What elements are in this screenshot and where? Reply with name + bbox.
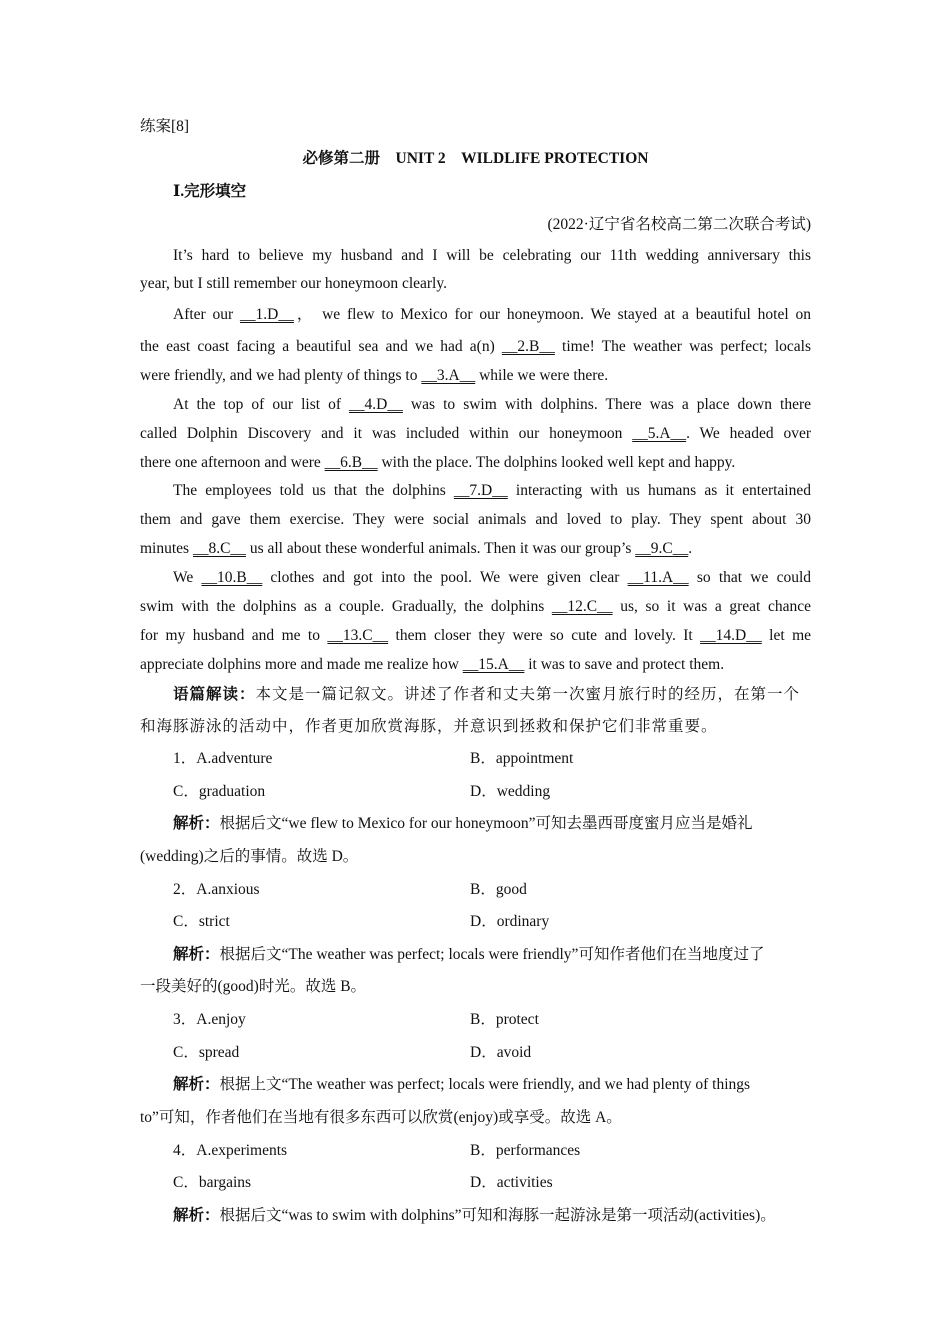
passage-line: year, but I still remember our honeymoon clearly. bbox=[140, 275, 447, 292]
blank-answer-11: __11.A__ bbox=[627, 569, 689, 586]
option-c: C．strict bbox=[173, 913, 230, 930]
blank-answer-15: __15.A__ bbox=[462, 656, 525, 673]
explanation: 解析：根据后文“was to swim with dolphins”可知和海豚一起游泳是第一项活动(activities)。 bbox=[173, 1207, 776, 1224]
option-d: D．ordinary bbox=[470, 913, 550, 930]
explanation: 解析：根据后文“we flew to Mexico for our honeymoon”可知去墨西哥度蜜月应当是婚礼 bbox=[173, 815, 753, 832]
explanation: 解析：根据上文“The weather was perfect; locals were friendly, and we had plenty of things bbox=[173, 1076, 751, 1093]
blank-answer-7: __7.D__ bbox=[453, 482, 508, 499]
blank-answer-9: __9.C__ bbox=[635, 540, 689, 557]
passage-line: At the top of our list of __4.D__ was to swim with dolphins. There was a place down there bbox=[173, 396, 811, 413]
reading-guide-line: 和海豚游泳的活动中，作者更加欣赏海豚，并意识到拯救和保护它们非常重要。 bbox=[140, 718, 718, 735]
reading-guide: 语篇解读：本文是一篇记叙文。讲述了作者和丈夫第一次蜜月旅行时的经历，在第一个 bbox=[173, 686, 801, 703]
passage-line: appreciate dolphins more and made me realize how __15.A__ it was to save and protect them. bbox=[140, 656, 725, 673]
passage-line: there one afternoon and were __6.B__ with the place. The dolphins looked well kept and happy. bbox=[140, 454, 736, 471]
blank-answer-8: __8.C__ bbox=[192, 540, 246, 557]
option-d: D．avoid bbox=[470, 1044, 532, 1061]
option-c: C．graduation bbox=[173, 783, 266, 800]
explanation: 解析：根据后文“The weather was perfect; locals were friendly”可知作者他们在当地度过了 bbox=[173, 946, 765, 963]
blank-answer-10: __10.B__ bbox=[201, 569, 263, 586]
option-a: 1．A.adventure bbox=[173, 750, 273, 767]
lesson-label: 练案[8] bbox=[140, 118, 190, 135]
option-a: 4．A.experiments bbox=[173, 1142, 288, 1159]
option-d: D．wedding bbox=[470, 783, 551, 800]
blank-answer-4: __4.D__ bbox=[349, 396, 403, 413]
passage-line: called Dolphin Discovery and it was included within our honeymoon __5.A__. We headed over bbox=[140, 425, 811, 442]
question-options-row bbox=[173, 1173, 811, 1193]
section-heading: Ⅰ.完形填空 bbox=[173, 183, 247, 200]
passage-line: for my husband and me to __13.C__ them closer they were so cute and lovely. It __14.D__ let me bbox=[140, 627, 812, 644]
source-citation: (2022·辽宁省名校高二第二次联合考试) bbox=[547, 216, 811, 233]
question-options-row bbox=[173, 1043, 811, 1063]
unit-title: 必修第二册 UNIT 2 WILDLIFE PROTECTION bbox=[302, 150, 649, 167]
option-a: 3．A.enjoy bbox=[173, 1011, 246, 1028]
blank-answer-14: __14.D__ bbox=[700, 627, 762, 644]
option-a: 2．A.anxious bbox=[173, 881, 260, 898]
blank-answer-5: __5.A__ bbox=[632, 425, 687, 442]
option-c: C．spread bbox=[173, 1044, 240, 1061]
passage-line: minutes __8.C__ us all about these wonderful animals. Then it was our group’s __9.C__. bbox=[140, 540, 693, 557]
passage-line: were friendly, and we had plenty of things to __3.A__ while we were there. bbox=[140, 367, 609, 384]
question-options-row bbox=[173, 1010, 811, 1030]
question-options-row bbox=[173, 912, 811, 932]
passage-line: It’s hard to believe my husband and I will be celebrating our 11th wedding anniversary this bbox=[173, 247, 811, 264]
option-b: B．performances bbox=[470, 1142, 581, 1159]
blank-answer-1: __1.D__ bbox=[240, 306, 294, 323]
question-options-row bbox=[173, 782, 811, 802]
blank-answer-2: __2.B__ bbox=[501, 338, 555, 355]
option-b: B．protect bbox=[470, 1011, 539, 1028]
passage-line: swim with the dolphins as a couple. Gradually, the dolphins __12.C__ us, so it was a great chance bbox=[140, 598, 811, 615]
question-options-row bbox=[173, 880, 811, 900]
passage-line: them and gave them exercise. They were social animals and loved to play. They spent about 30 bbox=[140, 511, 811, 528]
option-b: B．appointment bbox=[470, 750, 574, 767]
passage-line: the east coast facing a beautiful sea and we had a(n) __2.B__ time! The weather was perfect; locals bbox=[140, 338, 811, 355]
passage-line: The employees told us that the dolphins __7.D__ interacting with us humans as it entertained bbox=[173, 482, 811, 499]
blank-answer-3: __3.A__ bbox=[421, 367, 476, 384]
blank-answer-13: __13.C__ bbox=[327, 627, 389, 644]
option-b: B．good bbox=[470, 881, 527, 898]
question-options-row bbox=[173, 749, 811, 769]
explanation-line: (wedding)之后的事情。故选 D。 bbox=[140, 848, 359, 865]
blank-answer-12: __12.C__ bbox=[551, 598, 613, 615]
explanation-line: to”可知，作者他们在当地有很多东西可以欣赏(enjoy)或享受。故选 A。 bbox=[140, 1109, 622, 1126]
passage-line: We __10.B__ clothes and got into the pool. We were given clear __11.A__ so that we could bbox=[173, 569, 811, 586]
question-options-row bbox=[173, 1141, 811, 1161]
passage-line: After our __1.D__， we flew to Mexico for our honeymoon. We stayed at a beautiful hotel on bbox=[173, 306, 811, 323]
blank-answer-6: __6.B__ bbox=[324, 454, 378, 471]
option-c: C．bargains bbox=[173, 1174, 252, 1191]
option-d: D．activities bbox=[470, 1174, 553, 1191]
explanation-line: 一段美好的(good)时光。故选 B。 bbox=[140, 978, 367, 995]
